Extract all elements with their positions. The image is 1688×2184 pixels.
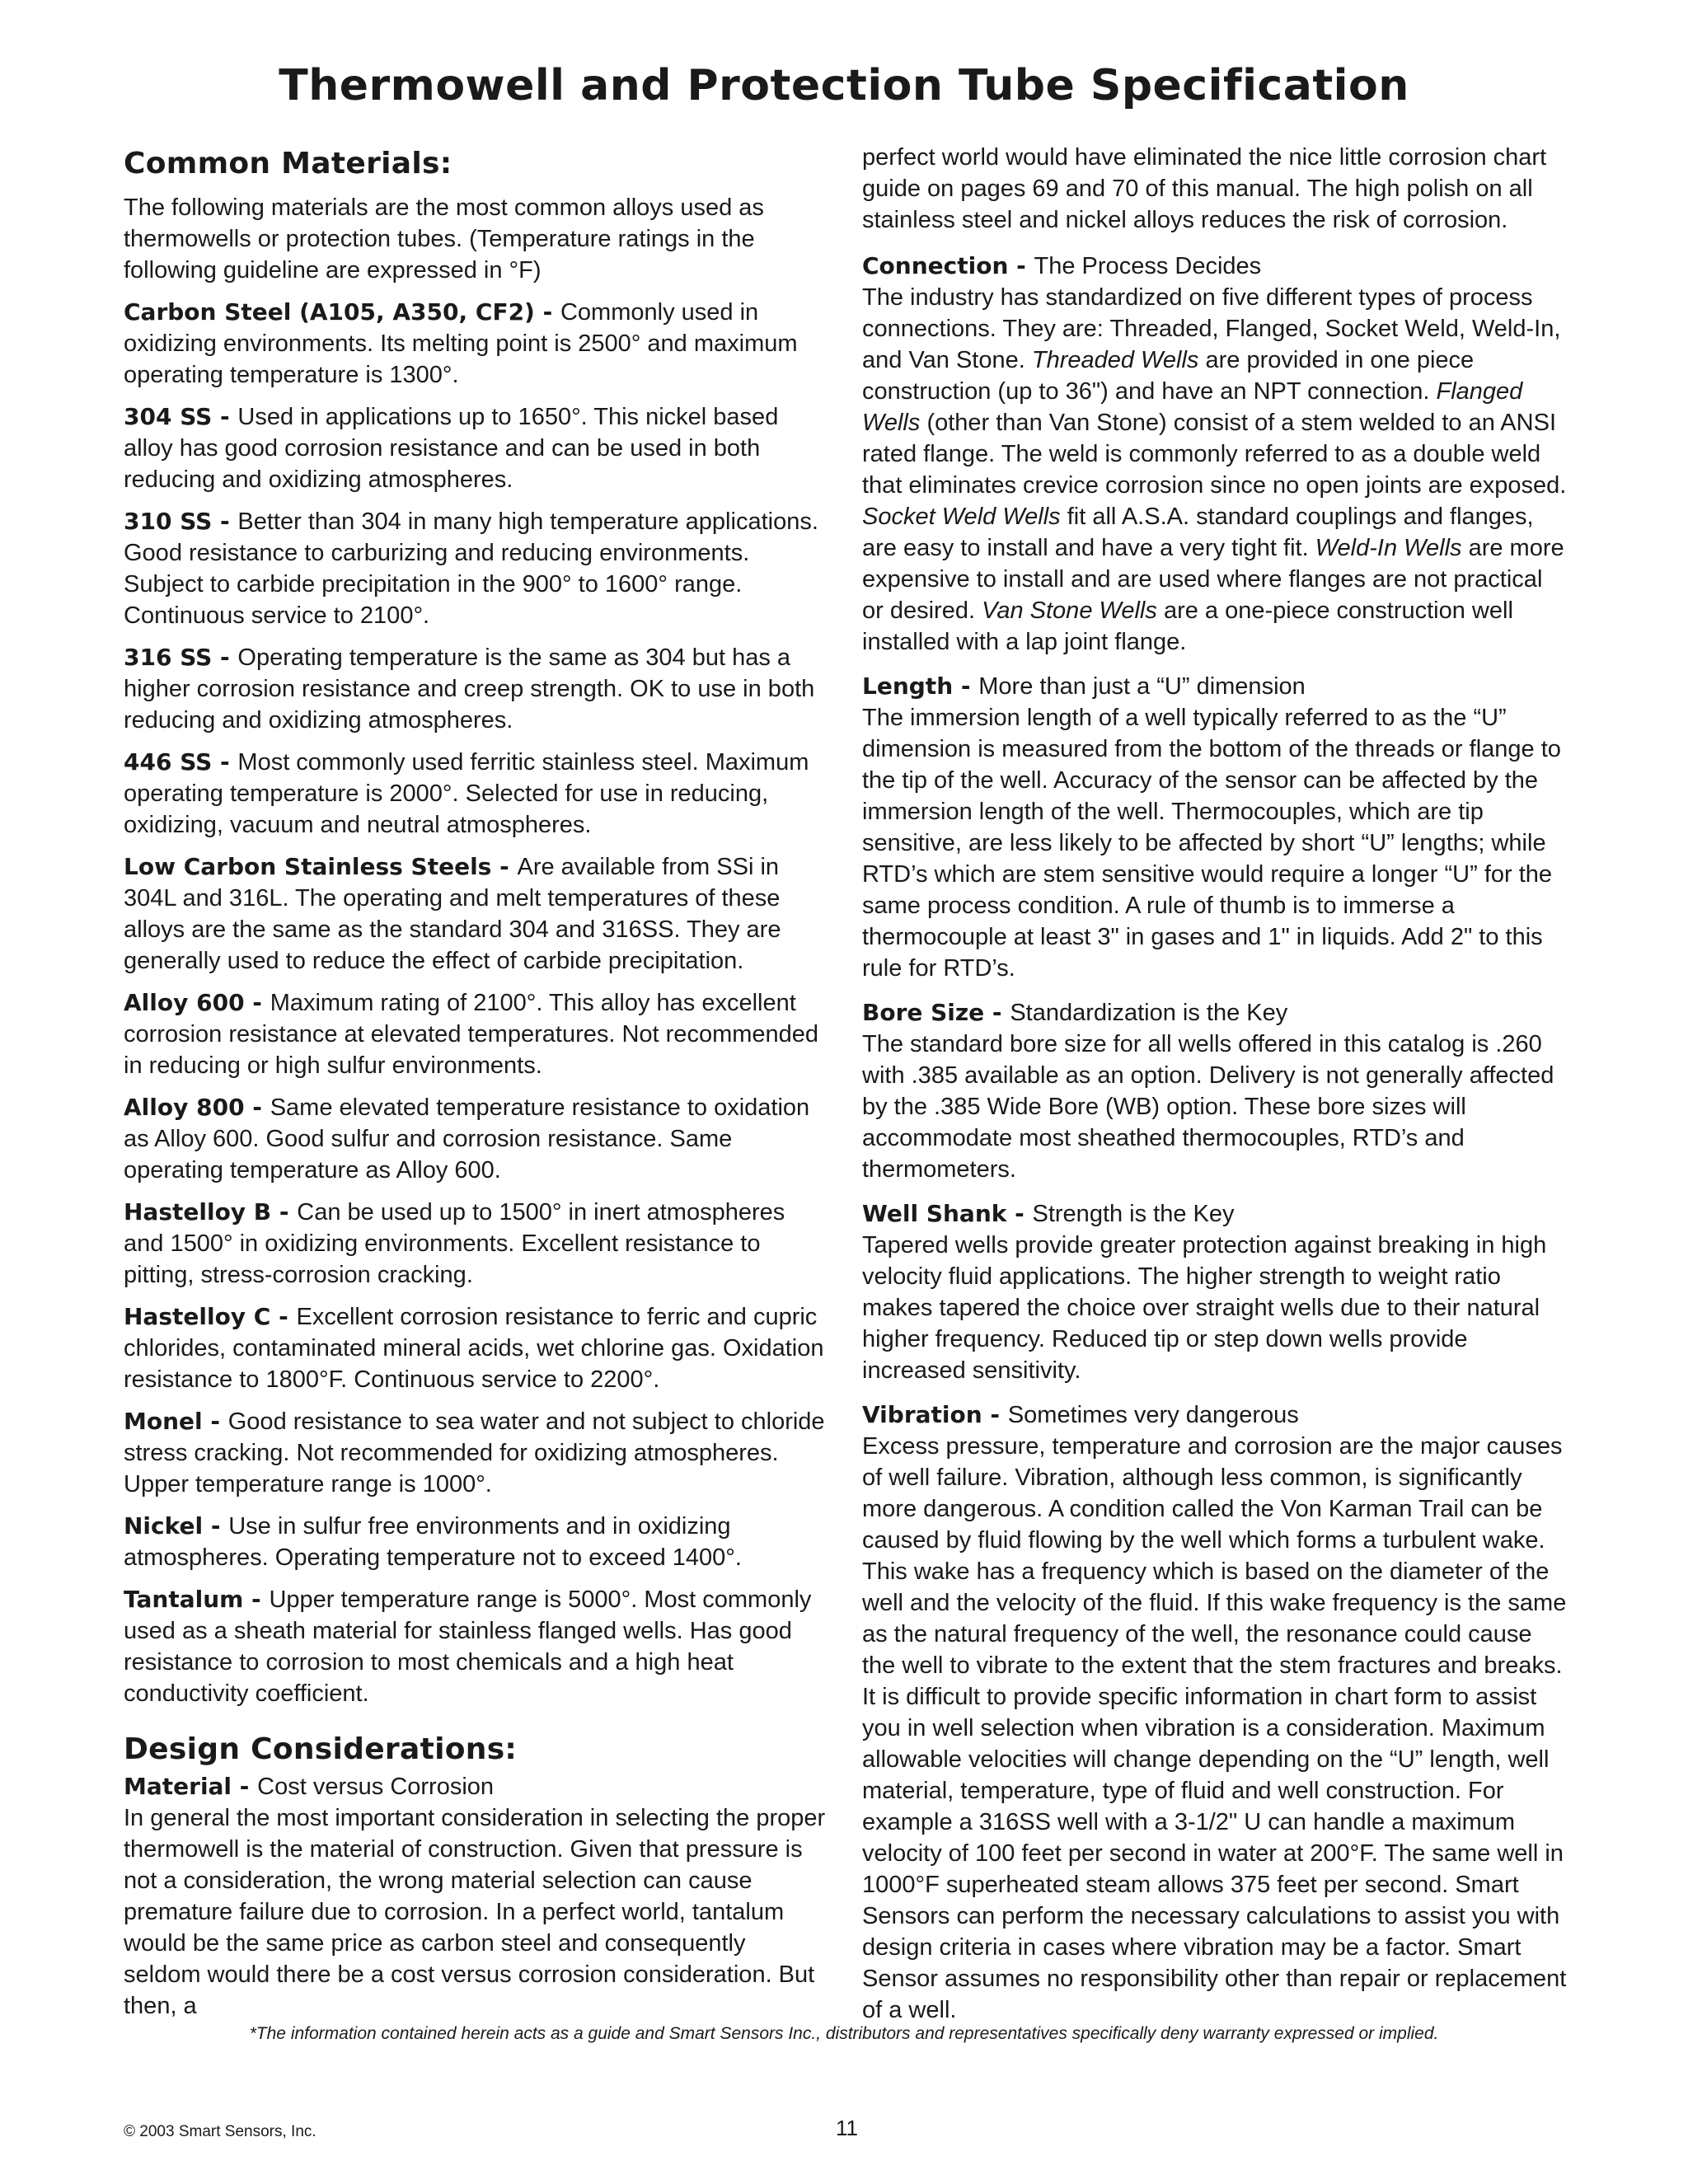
left-column [124,147,828,2035]
topic-body: Tapered wells provide greater protection against breaking in high velocity fluid applications. The higher strength to weight ratio makes tapered the choice over straight wells due to their natural higher frequency. Reduced tip or step down wells provide increased sensitivity. [862,1232,1547,1384]
material-term: 446 SS - [124,748,237,776]
topic-body: The immersion length of a well typically referred to as the “U” dimension is measured from the bottom of the threads or flange to the tip of the well. Accuracy of the sensor can be affected by the immersion length of the well. Thermocouples, which are tip sensitive, are less likely to be affected by short “U” lengths; while RTD’s which are stem sensitive would require a longer “U” for the same process condition. A rule of thumb is to immerse a thermocouple at least 3" in gases and 1" in liquids. Add 2" to this rule for RTD’s. [862,705,1561,982]
topic-term: Bore Size - [862,999,1010,1026]
topic-subtitle: Cost versus Corrosion [257,1774,495,1800]
topic-body [862,282,1567,658]
page-title: Thermowell and Protection Tube Specification [279,61,1409,110]
material-entry [124,401,828,495]
topic-heading [862,671,1567,702]
material-description: Commonly used in oxidizing environments. Its melting point is 2500° and maximum operating temperature is 1300°. [124,299,798,388]
material-entry [124,642,828,736]
right-column [862,142,1567,2039]
material-term: Alloy 600 - [124,989,270,1016]
material-description: Most commonly used ferritic stainless steel. Maximum operating temperature is 2000°. Selected for use in reducing, oxidizing, vacuum and neutral atmospheres. [124,749,809,838]
material-entry [124,1301,828,1395]
material-description: Excellent corrosion resistance to ferric and cupric chlorides, contaminated mineral acids, wet chlorine gas. Oxidation resistance to 1800°F. Continuous service to 2200°. [124,1304,824,1393]
topic-term: Connection - [862,252,1034,279]
material-entry [124,851,828,977]
topic-body: Excess pressure, temperature and corrosion are the major causes of well failure. Vibration, although less common, is significantly more dangerous. A condition called the Von Karman Trail can be caused by fluid flowing by the well which forms a turbulent wake. This wake has a frequency which is based on the diameter of the well and the velocity of the fluid. If this wake frequency is the same as the natural frequency of the well, the resonance could cause the well to vibrate to the extent that the stem fractures and breaks. It is difficult to provide specific information in chart form to assist you in well selection when vibration is a consideration. Maximum allowable velocities will change depending on the “U” length, well material, temperature, type of fluid and well construction. For example a 316SS well with a 3-1/2" U can handle a maximum velocity of 100 feet per second in water at 200°F. The same well in 1000°F superheated steam allows 375 feet per second. Smart Sensors can perform the necessary calculations to assist you with design criteria in cases where vibration may be a factor. Smart Sensor assumes no responsibility other than repair or replacement of a well. [862,1433,1567,2023]
topic-term: Well Shank - [862,1200,1033,1227]
material-description: Upper temperature range is 5000°. Most commonly used as a sheath material for stainless flanged wells. Has good resistance to corrosion to most chemicals and a high heat conductivity coefficient. [124,1586,812,1707]
material-entry [124,1584,828,1709]
material-continued: perfect world would have eliminated the nice little corrosion chart guide on pages 69 and 70 of this manual. The high polish on all stainless steel and nickel alloys reduces the risk of corrosion. [862,144,1547,233]
material-description: Good resistance to sea water and not subject to chloride stress cracking. Not recommended for oxidizing atmospheres. Upper temperature range is 1000°. [124,1408,825,1497]
topic-well-shank [862,1198,1567,1386]
material-description: Use in sulfur free environments and in oxidizing atmospheres. Operating temperature not to exceed 1400°. [124,1513,742,1571]
material-term: Carbon Steel (A105, A350, CF2) - [124,298,560,326]
topic-term: Vibration - [862,1401,1008,1428]
material-description: Operating temperature is the same as 304 but has a higher corrosion resistance and creep strength. OK to use in both reducing and oxidizing atmospheres. [124,644,815,733]
topic-bore-size [862,997,1567,1185]
topic-material [124,1771,828,2022]
connection-text: are a one-piece construction well installed with a lap joint flange. [862,598,1513,655]
material-term: 304 SS - [124,403,237,430]
topic-heading [124,1771,828,1802]
common-materials-heading: Common Materials: [124,147,452,180]
topic-heading [862,997,1567,1029]
topic-heading [862,251,1567,282]
material-term: 316 SS - [124,644,237,671]
copyright: © 2003 Smart Sensors, Inc. [124,2123,316,2140]
material-entry [124,297,828,391]
material-term: Nickel - [124,1512,228,1540]
connection-text: fit all A.S.A. standard couplings and flanges, are easy to install and have a very tight fit. [862,504,1534,561]
material-entry [124,747,828,841]
topic-subtitle: Strength is the Key [1032,1201,1235,1227]
topic-heading [862,1399,1567,1431]
material-entry [124,1197,828,1291]
van-stone-wells-label: Van Stone Wells [982,598,1157,624]
material-entry [124,987,828,1081]
common-materials-intro: The following materials are the most common alloys used as thermowells or protection tubes. (Temperature ratings in the following guideline are expressed in °F) [124,194,764,284]
material-term: 310 SS - [124,508,237,535]
material-description: Are available from SSi in 304L and 316L. The operating and melt temperatures of these alloys are the same as the standard 304 and 316SS. They are generally used to reduce the effect of carbide precipitation. [124,854,781,974]
material-description: Better than 304 in many high temperature applications. Good resistance to carburizing and reducing environments. Subject to carbide precipitation in the 900° to 1600° range. Continuous service to 2100°. [124,509,818,629]
material-description: Used in applications up to 1650°. This nickel based alloy has good corrosion resistance and can be used in both reducing and oxidizing atmospheres. [124,404,779,493]
connection-text: The industry has standardized on five different types of process connections. They are: Threaded, Flanged, Socket Weld, Weld-In, and Van Stone. [862,284,1561,373]
topic-term: Length - [862,673,978,700]
design-considerations-heading: Design Considerations: [124,1732,518,1766]
material-term: Monel - [124,1408,228,1435]
topic-body: The standard bore size for all wells offered in this catalog is .260 with .385 available as an option. Delivery is not generally affected by the .385 Wide Bore (WB) option. These bore sizes will accommodate most sheathed thermocouples, RTD’s and thermometers. [862,1031,1554,1183]
topic-body: In general the most important consideration in selecting the proper thermowell is the material of construction. Given that pressure is not a consideration, the wrong material selection can cause premature failure due to corrosion. In a perfect world, tantalum would be the same price as carbon steel and consequently seldom would there be a cost versus corrosion consideration. But then, a [124,1805,826,2019]
topic-length [862,671,1567,984]
topic-connection [862,251,1567,658]
material-entry [124,1092,828,1186]
socket-weld-wells-label: Socket Weld Wells [862,504,1061,530]
connection-text: (other than Van Stone) consist of a stem welded to an ANSI rated flange. The weld is commonly referred to as a double weld that eliminates crevice corrosion since no open joints are exposed. [862,410,1567,499]
material-term: Low Carbon Stainless Steels - [124,853,517,880]
topic-heading [862,1198,1567,1230]
material-description: Same elevated temperature resistance to oxidation as Alloy 600. Good sulfur and corrosion resistance. Same operating temperature as Alloy 600. [124,1094,810,1183]
material-term: Tantalum - [124,1586,269,1613]
material-entry [124,1406,828,1500]
material-description: Maximum rating of 2100°. This alloy has excellent corrosion resistance at elevated temperatures. Not recommended in reducing or high sulfur environments. [124,990,819,1079]
connection-text: are more expensive to install and are used where flanges are not practical or desired. [862,535,1564,624]
flanged-wells-label: Flanged Wells [862,378,1523,436]
material-term: Hastelloy B - [124,1198,297,1226]
topic-term: Material - [124,1773,257,1800]
topic-subtitle: Sometimes very dangerous [1007,1402,1299,1428]
weld-in-wells-label: Weld-In Wells [1315,535,1462,561]
topic-subtitle: Standardization is the Key [1010,1000,1288,1026]
disclaimer: *The information contained herein acts as a guide and Smart Sensors Inc., distributors and representatives specifically deny warranty expressed or implied. [249,2024,1439,2043]
material-term: Alloy 800 - [124,1094,270,1121]
topic-vibration [862,1399,1567,2026]
page-number: 11 [836,2116,858,2140]
material-description: Can be used up to 1500° in inert atmospheres and 1500° in oxidizing environments. Excellent resistance to pitting, stress-corrosion cracking. [124,1199,785,1288]
material-term: Hastelloy C - [124,1303,296,1330]
threaded-wells-label: Threaded Wells [1031,347,1199,373]
material-entry [124,1511,828,1573]
topic-subtitle: The Process Decides [1034,253,1262,279]
material-entry [124,506,828,631]
topic-subtitle: More than just a “U” dimension [978,673,1306,700]
connection-text: are provided in one piece construction (up to 36") and have an NPT connection. [862,347,1475,405]
